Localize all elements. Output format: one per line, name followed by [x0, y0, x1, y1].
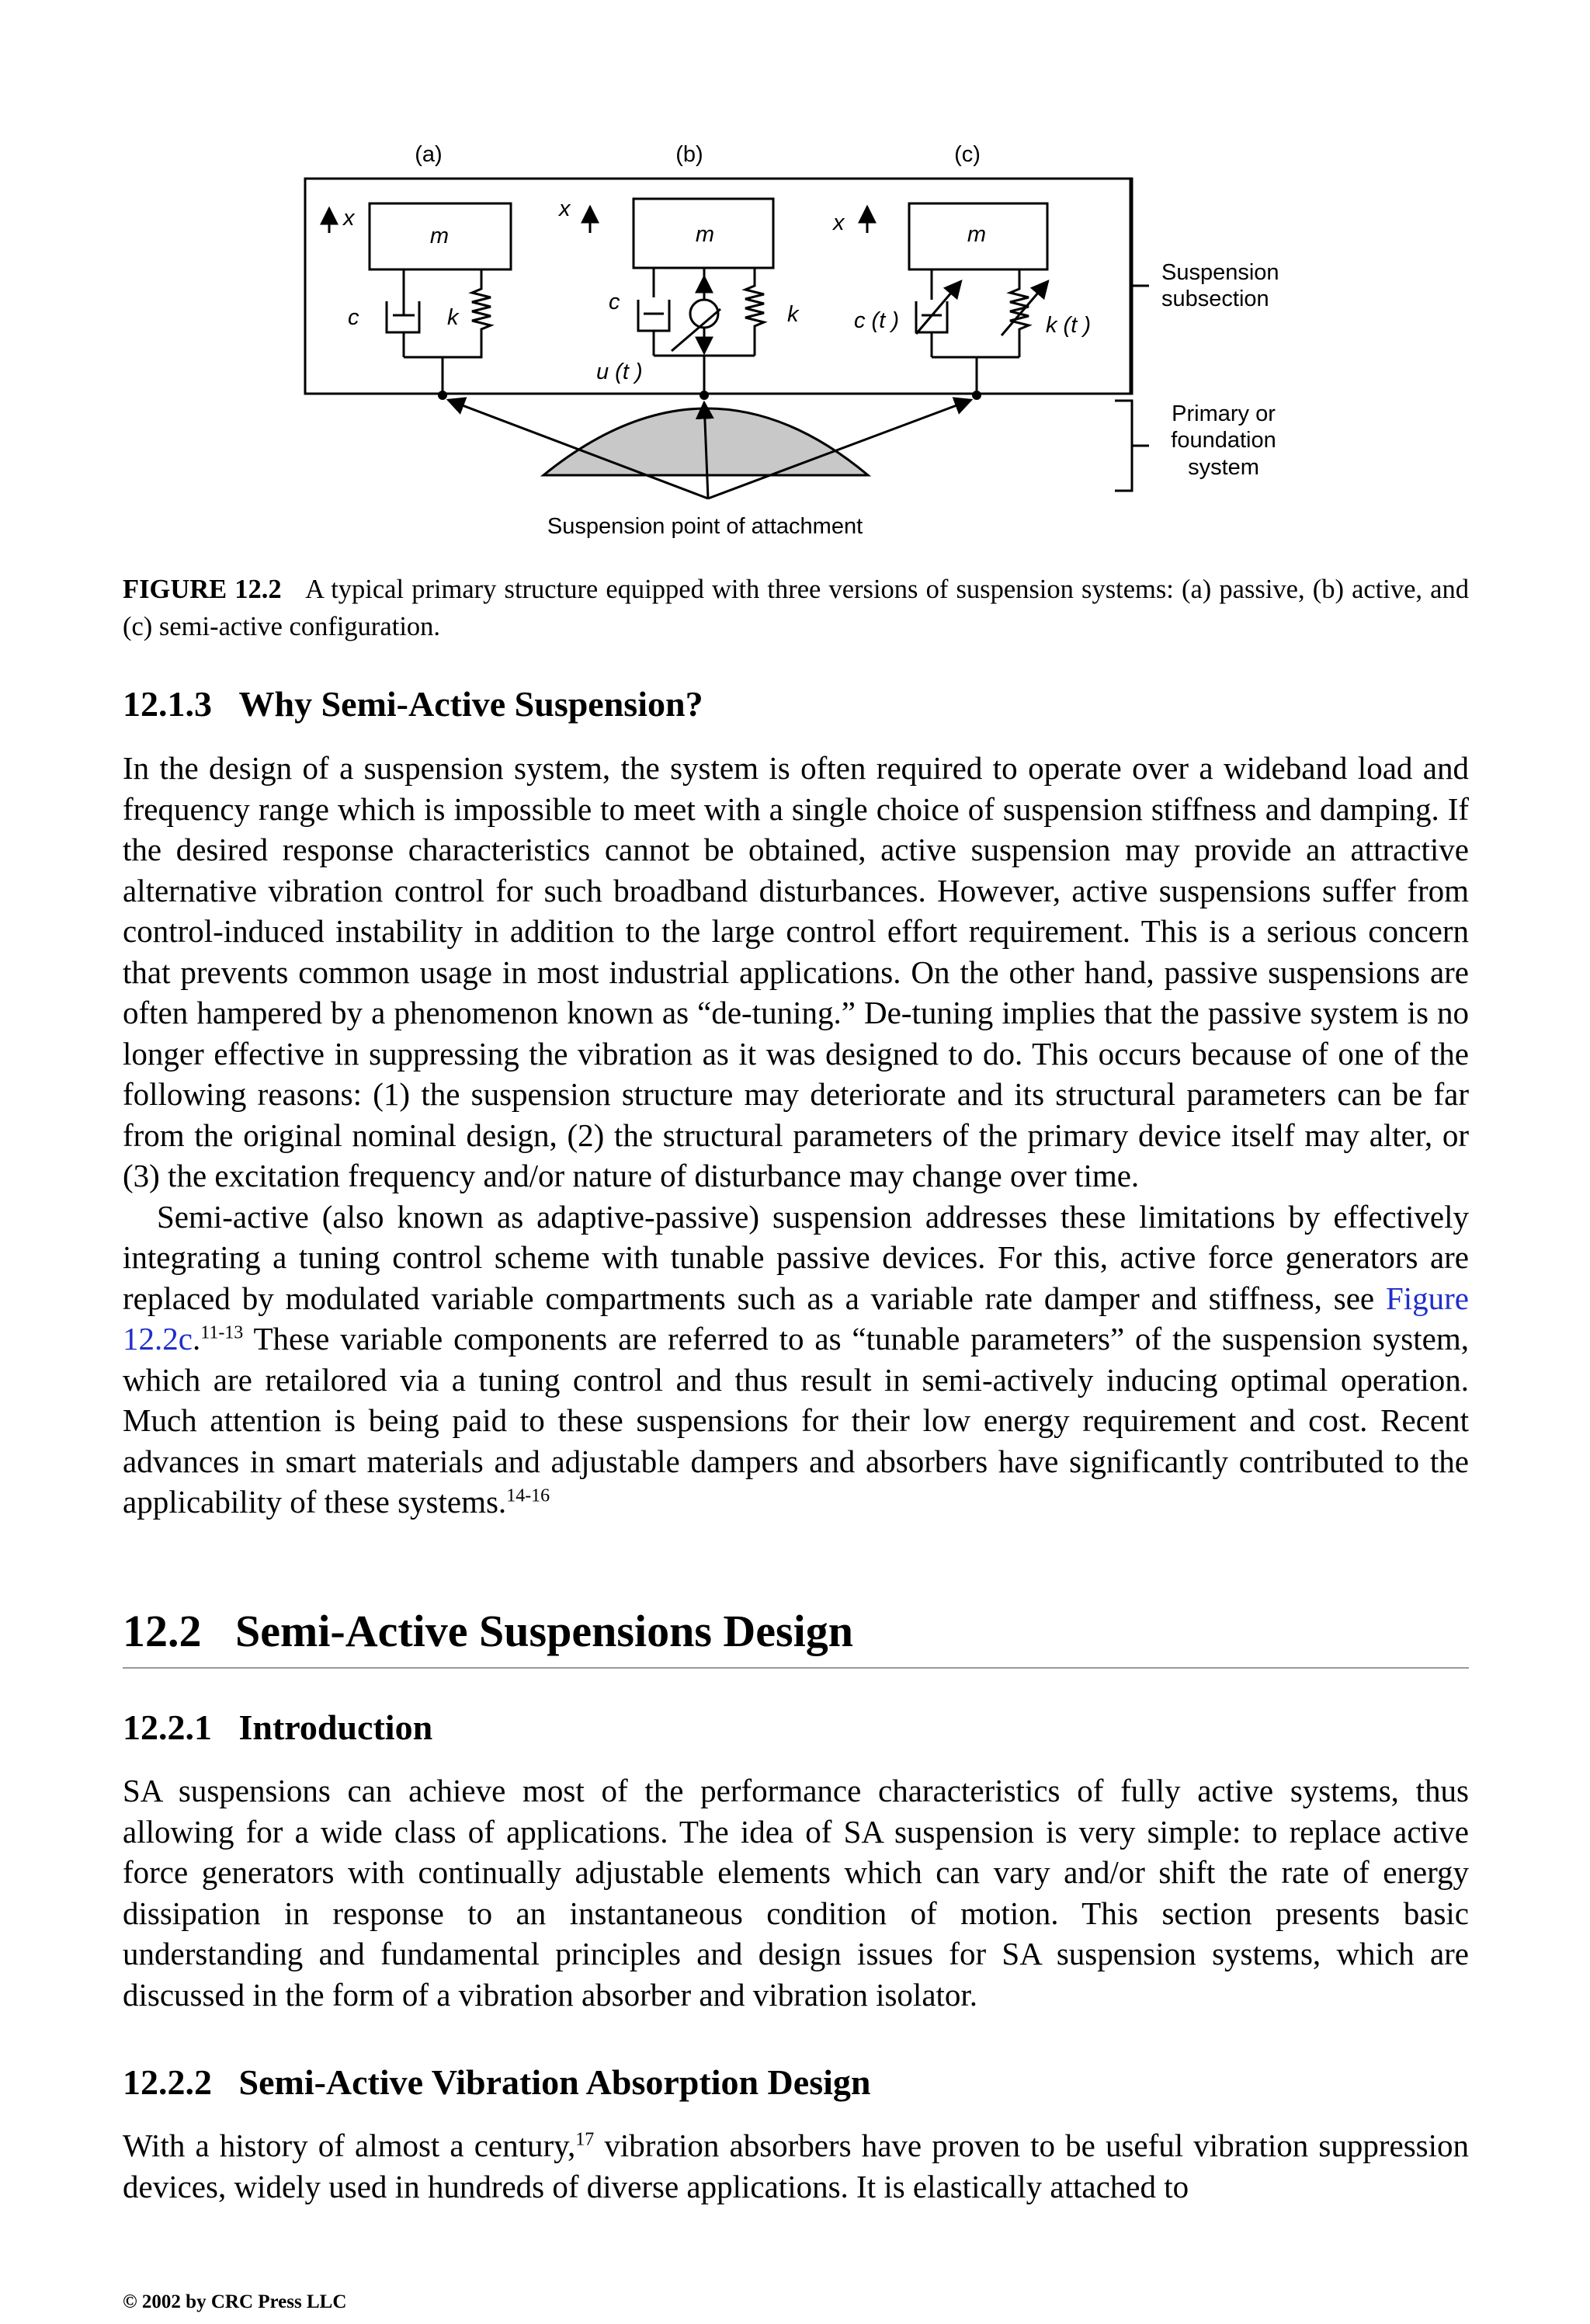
- heading-12-2-2: [123, 2062, 870, 2103]
- label-c-b: c: [609, 290, 620, 314]
- citation: 11-13: [200, 1322, 244, 1343]
- attachment-label: Suspension point of attachment: [547, 514, 863, 539]
- label-m-c: m: [967, 222, 987, 247]
- section-12-2-2-body: [123, 2125, 1469, 2207]
- heading-number: 12.1.3: [123, 684, 212, 724]
- label-x-b: x: [559, 196, 571, 221]
- heading-title: Semi-Active Suspensions Design: [235, 1606, 853, 1656]
- label-m-a: m: [429, 224, 450, 248]
- panel-label-b: (b): [675, 142, 703, 167]
- label-c-a: c: [348, 305, 359, 330]
- label-m-b: m: [695, 222, 715, 247]
- heading-title: Semi-Active Vibration Absorption Design: [238, 2062, 871, 2102]
- section-rule: [123, 1667, 1469, 1669]
- label-c-t: c (t ): [854, 308, 899, 333]
- citation: 14-16: [506, 1485, 550, 1506]
- heading-12-2-1: [123, 1707, 432, 1748]
- section-12-2-1-body: [123, 1770, 1469, 2015]
- label-u-t: u (t ): [596, 360, 643, 384]
- paragraph: SA suspensions can achieve most of the performance characteristics of fully active systems, thus allowing for a wide class of applications. The idea of SA suspension is very simple: to replace active force generators with continually adjustable elements which can vary and/or shift the rate of energy dissipation in response to an instantaneous condition of motion. This section presents basic understanding and fundamental principles and design issues for SA suspension systems, which are discussed in the form of a vibration absorber and vibration isolator.: [123, 1773, 1469, 2013]
- figure-caption: [123, 571, 1469, 645]
- heading-number: 12.2.1: [123, 1707, 212, 1747]
- paragraph: Semi-active (also known as adaptive-passive) suspension addresses these limitations by effectively integrating a tuning control scheme with tunable passive devices. For this, active force generators are replaced by modulated variable compartments such as a variable rate damper and stiffness, see Figure 12.2c.$^{11-13}$ These variable components are referred to as “tunable parameters” of the suspension system, which are retailored via a tuning control and thus result in semi-actively inducing optimal operation. Much attention is being paid to these suspensions for their low energy requirement and cost. Recent advances in smart materials and adjustable dampers and absorbers have significantly contributed to the applicability of these systems.$^{14-16}$: [123, 1198, 1469, 1520]
- label-k-b: k: [787, 302, 799, 327]
- primary-foundation-line1: Primary or: [1172, 401, 1276, 426]
- label-k-a: k: [447, 305, 459, 330]
- primary-foundation-line3: system: [1188, 455, 1259, 480]
- suspension-subsection-line1: Suspension: [1161, 260, 1279, 285]
- label-x-a: x: [343, 206, 355, 231]
- heading-number: 12.2.2: [123, 2062, 212, 2102]
- heading-title: Why Semi-Active Suspension?: [238, 684, 703, 724]
- section-12-1-3-body: [123, 748, 1469, 1523]
- heading-title: Introduction: [238, 1707, 433, 1747]
- caption-text: A typical primary structure equipped with three versions of suspension systems: (a) passive, (b) active, and (c) semi-active configuration.: [123, 575, 1469, 641]
- label-k-t: k (t ): [1046, 313, 1091, 338]
- heading-12-1-3: [123, 683, 703, 724]
- suspension-subsection-line2: subsection: [1161, 287, 1269, 311]
- paragraph: In the design of a suspension system, the system is often required to operate over a wideband load and frequency range which is impossible to meet with a single choice of suspension stiffness and damping. If the desired response characteristics cannot be obtained, active suspension may provide an attractive alternative vibration control for such broadband disturbances. However, active suspensions suffer from control-induced instability in addition to the large control effort requirement. This is a serious concern that prevents common usage in most industrial applications. On the other hand, passive suspensions are often hampered by a phenomenon known as “de-tuning.” De-tuning implies that the passive system is no longer effective in suppressing the vibration as it was designed to do. This occurs because of one of the following reasons: (1) the suspension structure may deteriorate and its structural parameters can be far from the original nominal design, (2) the structural parameters of the primary device itself may alter, or (3) the excitation frequency and/or nature of disturbance may change over time.: [123, 750, 1469, 1193]
- paragraph: With a history of almost a century,$^{17}$ vibration absorbers have proven to be useful vibration suppression devices, widely used in hundreds of diverse applications. It is elastically attached to: [123, 2128, 1469, 2204]
- figure-12-2-diagram: [0, 0, 1590, 544]
- citation: 17: [575, 2129, 595, 2150]
- heading-12-2: [123, 1605, 853, 1657]
- panel-label-c: (c): [954, 142, 981, 167]
- label-x-c: x: [833, 210, 845, 235]
- caption-label: FIGURE 12.2: [123, 575, 282, 604]
- primary-foundation-line2: foundation: [1171, 428, 1276, 453]
- copyright-footer: © 2002 by CRC Press LLC: [123, 2291, 347, 2312]
- panel-label-a: (a): [415, 142, 443, 167]
- figure-12-2c-link[interactable]: Figure 12.2c: [123, 1280, 1469, 1357]
- heading-number: 12.2: [123, 1606, 202, 1656]
